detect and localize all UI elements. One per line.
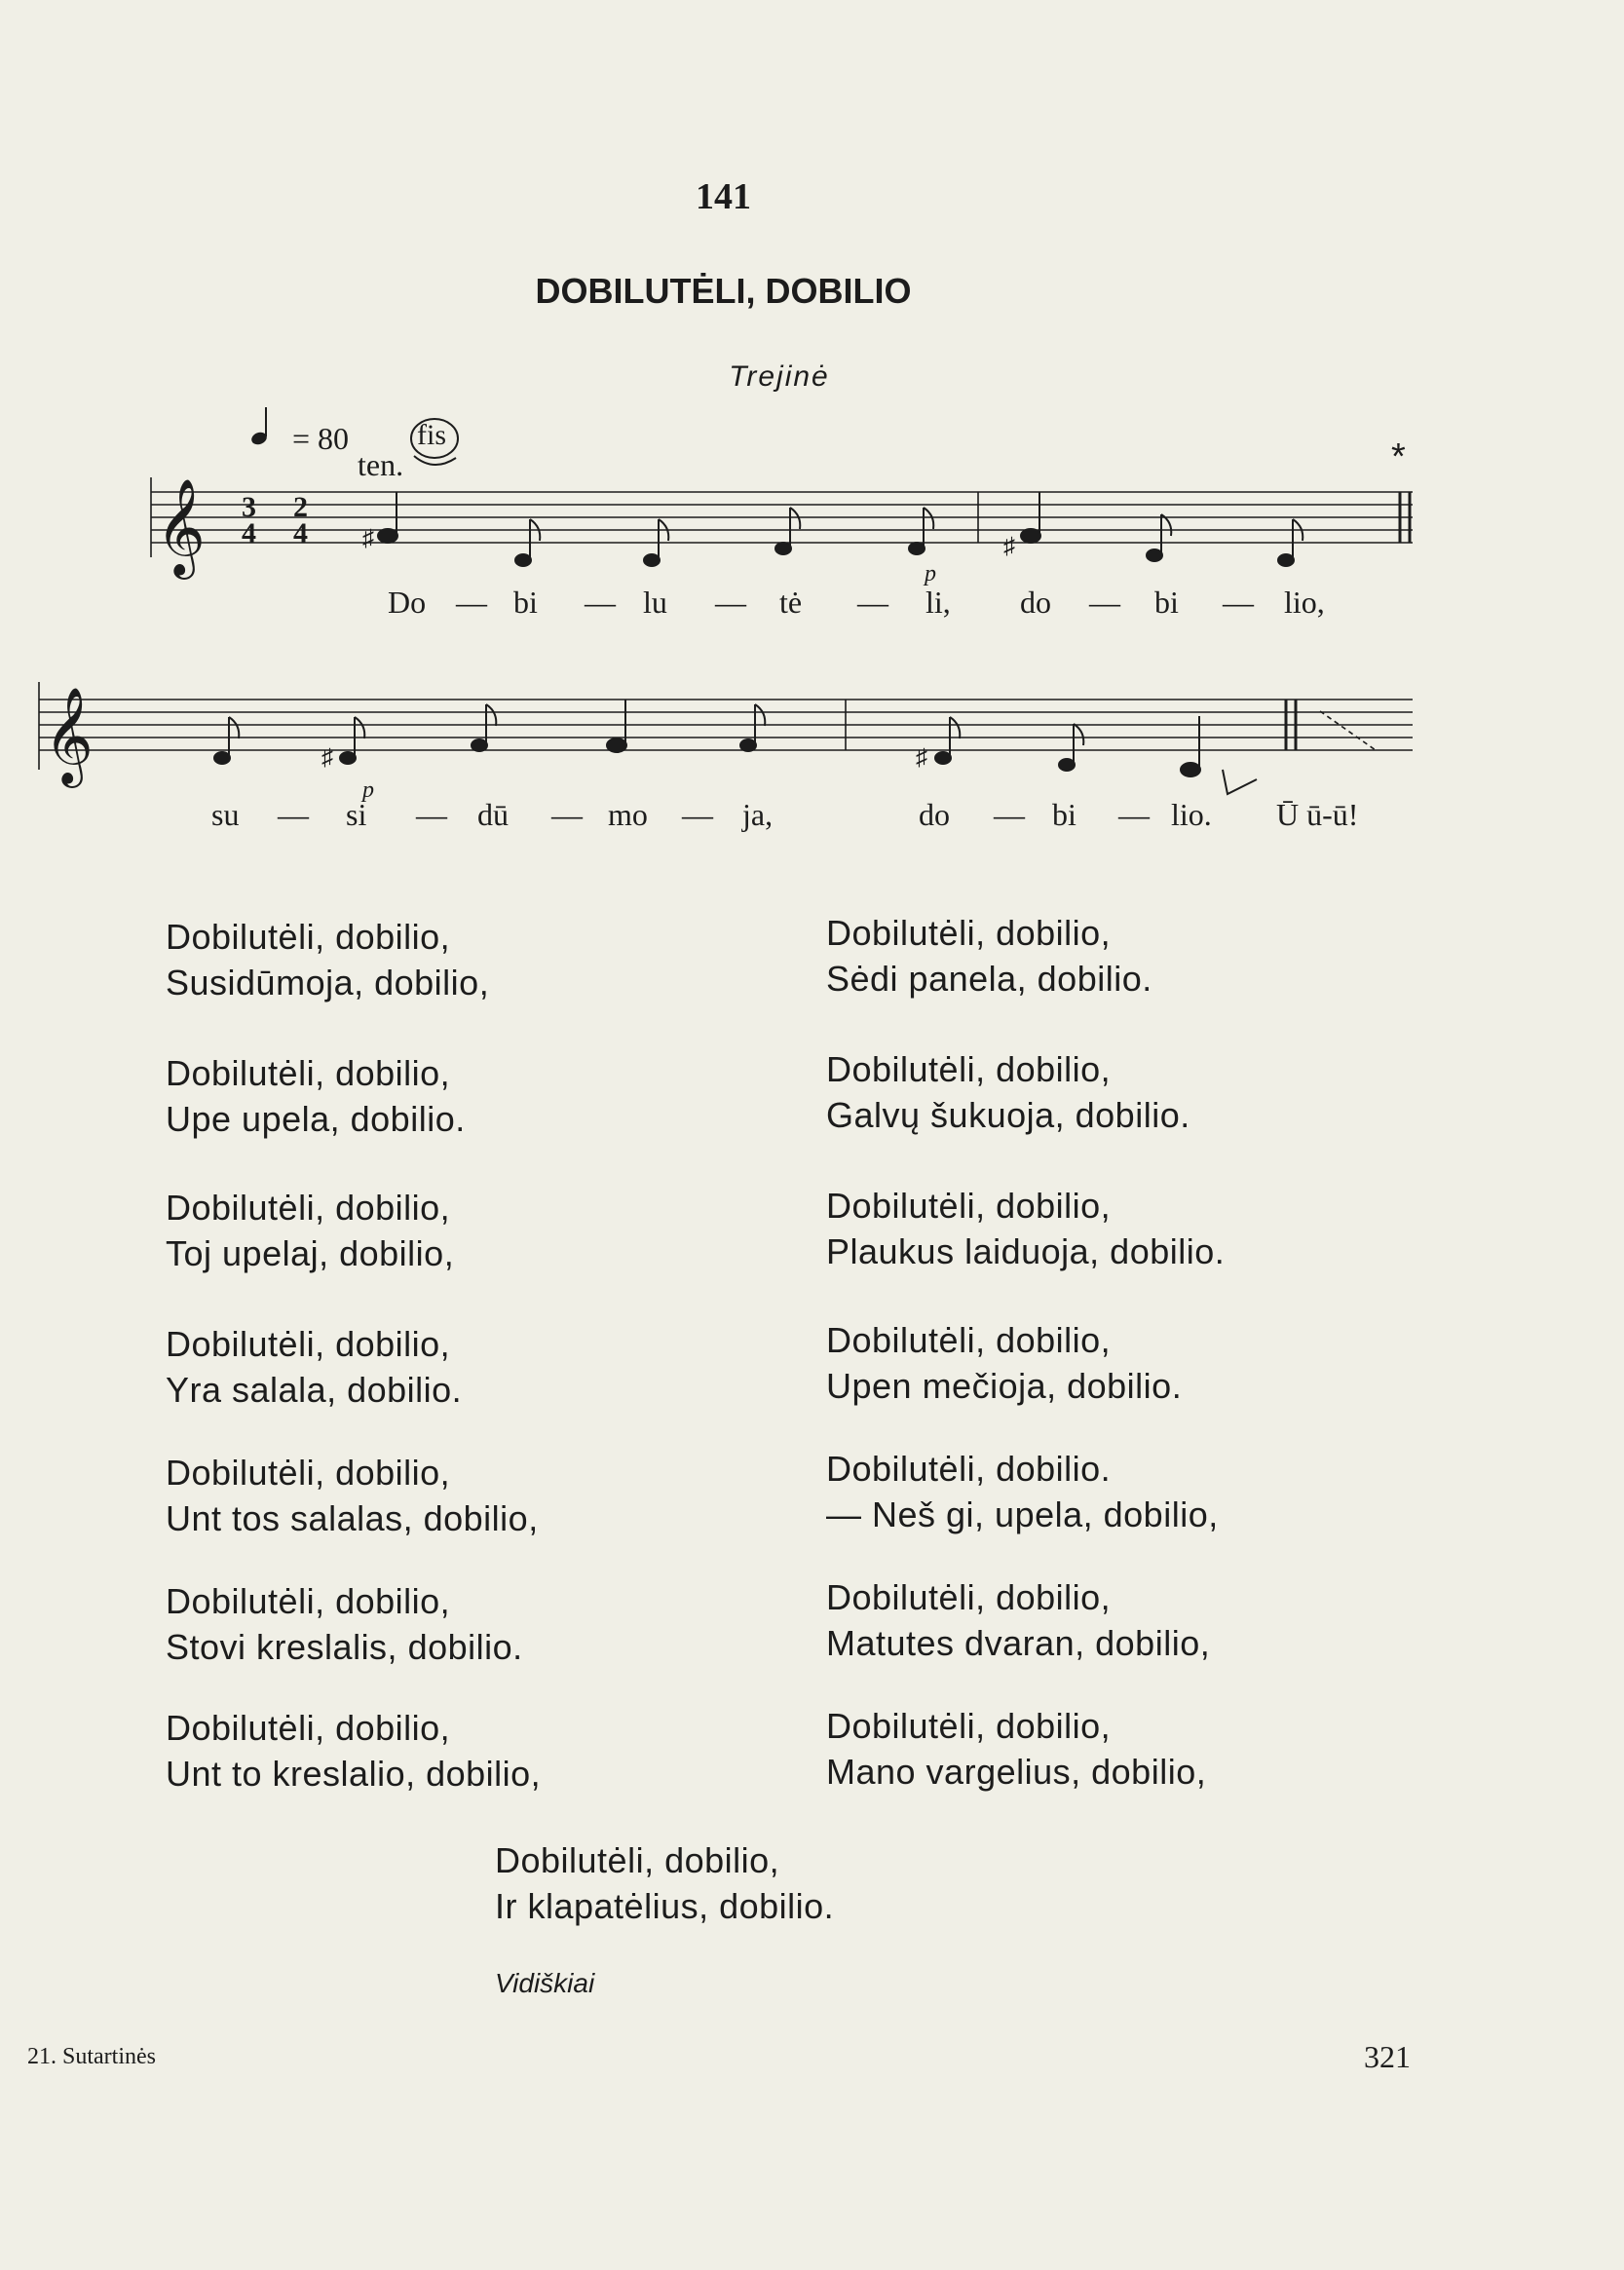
lyric-dash: — xyxy=(1118,797,1150,832)
verse-line: Dobilutėli, dobilio, xyxy=(826,1706,1112,1746)
asterisk-mark: * xyxy=(1391,436,1406,477)
lyric-dash: — xyxy=(715,585,746,620)
verse-left-4 xyxy=(166,1321,462,1413)
treble-clef-icon: 𝄞 xyxy=(156,478,206,576)
lyric-dash: — xyxy=(1223,585,1254,620)
svg-text:3: 3 xyxy=(242,491,256,523)
verse-right-5 xyxy=(826,1446,1219,1537)
music-score xyxy=(0,0,1624,877)
verse-line: Dobilutėli, dobilio, xyxy=(166,1708,451,1748)
verse-line: Dobilutėli, dobilio, xyxy=(826,1577,1112,1617)
song-number: 141 xyxy=(696,176,751,217)
lyric-dash: — xyxy=(456,585,487,620)
lyric-refrain: Ū ū-ū! xyxy=(1276,797,1359,832)
lyric-syllable: su xyxy=(211,797,240,832)
lyric-dash: — xyxy=(1089,585,1120,620)
page-number: 321 xyxy=(1364,2039,1411,2074)
svg-text:♯: ♯ xyxy=(1003,533,1015,559)
svg-text:4: 4 xyxy=(242,517,256,549)
verse-line: Sėdi panela, dobilio. xyxy=(826,959,1152,999)
verse-left-1 xyxy=(166,914,489,1005)
footer-section: 21. Sutartinės xyxy=(27,2044,156,2069)
lyric-syllable: tė xyxy=(779,585,803,620)
lyric-syllable: lu xyxy=(643,585,667,620)
lyric-dash: — xyxy=(416,797,447,832)
verse-line: Dobilutėli, dobilio, xyxy=(495,1840,780,1880)
lyric-syllable: Do xyxy=(388,585,427,620)
svg-text:♯: ♯ xyxy=(321,744,333,771)
verse-right-7 xyxy=(826,1703,1206,1795)
verse-left-7 xyxy=(166,1705,541,1797)
svg-text:♯: ♯ xyxy=(362,525,374,551)
lyric-syllable: ja, xyxy=(742,797,774,832)
verse-line: Susidūmoja, dobilio, xyxy=(166,963,490,1003)
verse-line: — Neš gi, upela, dobilio, xyxy=(826,1494,1219,1534)
verse-line: Matutes dvaran, dobilio, xyxy=(826,1623,1211,1663)
verse-left-3 xyxy=(166,1185,454,1276)
song-type: Trejinė xyxy=(729,360,830,393)
lyric-syllable: lio. xyxy=(1171,797,1212,832)
lyric-dash: — xyxy=(585,585,616,620)
verse-line: Toj upelaj, dobilio, xyxy=(166,1233,455,1273)
verse-right-3 xyxy=(826,1183,1225,1274)
verse-line: Dobilutėli, dobilio, xyxy=(826,1320,1112,1360)
verse-line: Dobilutėli, dobilio. xyxy=(826,1449,1112,1489)
lyric-syllable: do xyxy=(919,797,950,832)
verse-line: Mano vargelius, dobilio, xyxy=(826,1752,1207,1792)
lyric-syllable: dū xyxy=(477,797,509,832)
verse-left-6 xyxy=(166,1578,523,1670)
verse-line: Dobilutėli, dobilio, xyxy=(166,1453,451,1493)
lyric-syllable: do xyxy=(1020,585,1051,620)
final-verse xyxy=(495,1837,834,1929)
verse-line: Ir klapatėlius, dobilio. xyxy=(495,1886,835,1926)
voice-note: fis xyxy=(417,419,446,451)
lyric-dash: — xyxy=(682,797,713,832)
svg-text:2: 2 xyxy=(293,491,308,523)
verse-line: Dobilutėli, dobilio, xyxy=(166,1188,451,1228)
lyric-dash: — xyxy=(857,585,888,620)
lyric-syllable: bi xyxy=(513,585,538,620)
verse-line: Upen mečioja, dobilio. xyxy=(826,1366,1183,1406)
time-signatures xyxy=(242,491,308,549)
verse-right-4 xyxy=(826,1317,1182,1409)
lyric-syllable: si xyxy=(346,797,367,832)
lyric-dash: — xyxy=(551,797,583,832)
tempo-value: = 80 xyxy=(292,421,350,456)
verse-line: Dobilutėli, dobilio, xyxy=(166,1053,451,1093)
verse-line: Stovi kreslalis, dobilio. xyxy=(166,1627,523,1667)
verse-line: Dobilutėli, dobilio, xyxy=(166,1581,451,1621)
verse-line: Galvų šukuoja, dobilio. xyxy=(826,1095,1190,1135)
verse-right-2 xyxy=(826,1046,1190,1138)
svg-text:4: 4 xyxy=(293,517,308,549)
verse-line: Unt to kreslalio, dobilio, xyxy=(166,1754,542,1794)
score-svg xyxy=(0,0,1624,877)
verse-line: Plaukus laiduoja, dobilio. xyxy=(826,1231,1226,1271)
verse-line: Dobilutėli, dobilio, xyxy=(826,1186,1112,1226)
notes-line-2 xyxy=(214,700,1257,803)
verse-right-1 xyxy=(826,910,1152,1002)
quarter-note-icon xyxy=(249,407,268,446)
verse-line: Dobilutėli, dobilio, xyxy=(826,913,1112,953)
lyric-syllable: mo xyxy=(608,797,648,832)
svg-text:p: p xyxy=(925,561,936,586)
tenor-marking: ten. xyxy=(358,447,404,482)
verse-line: Yra salala, dobilio. xyxy=(166,1370,463,1410)
lyric-syllable: bi xyxy=(1154,585,1179,620)
svg-text:p: p xyxy=(362,777,374,803)
lyric-dash: — xyxy=(278,797,309,832)
lyric-syllable: lio, xyxy=(1284,585,1325,620)
notes-line-1 xyxy=(362,492,1303,586)
verse-line: Dobilutėli, dobilio, xyxy=(826,1049,1112,1089)
origin-place: Vidiškiai xyxy=(495,1968,595,1998)
lyric-syllable: li, xyxy=(925,585,951,620)
verse-left-2 xyxy=(166,1050,466,1142)
staff-2 xyxy=(39,682,1413,770)
treble-clef-icon: 𝄞 xyxy=(44,687,94,784)
lyric-syllable: bi xyxy=(1052,797,1076,832)
svg-text:♯: ♯ xyxy=(916,744,927,771)
verse-line: Unt tos salalas, dobilio, xyxy=(166,1498,539,1538)
song-title: DOBILUTĖLI, DOBILIO xyxy=(535,271,912,311)
verse-line: Dobilutėli, dobilio, xyxy=(166,1324,451,1364)
verse-line: Upe upela, dobilio. xyxy=(166,1099,466,1139)
verse-left-5 xyxy=(166,1450,539,1541)
verse-line: Dobilutėli, dobilio, xyxy=(166,917,451,957)
lyric-dash: — xyxy=(994,797,1025,832)
verse-right-6 xyxy=(826,1574,1210,1666)
